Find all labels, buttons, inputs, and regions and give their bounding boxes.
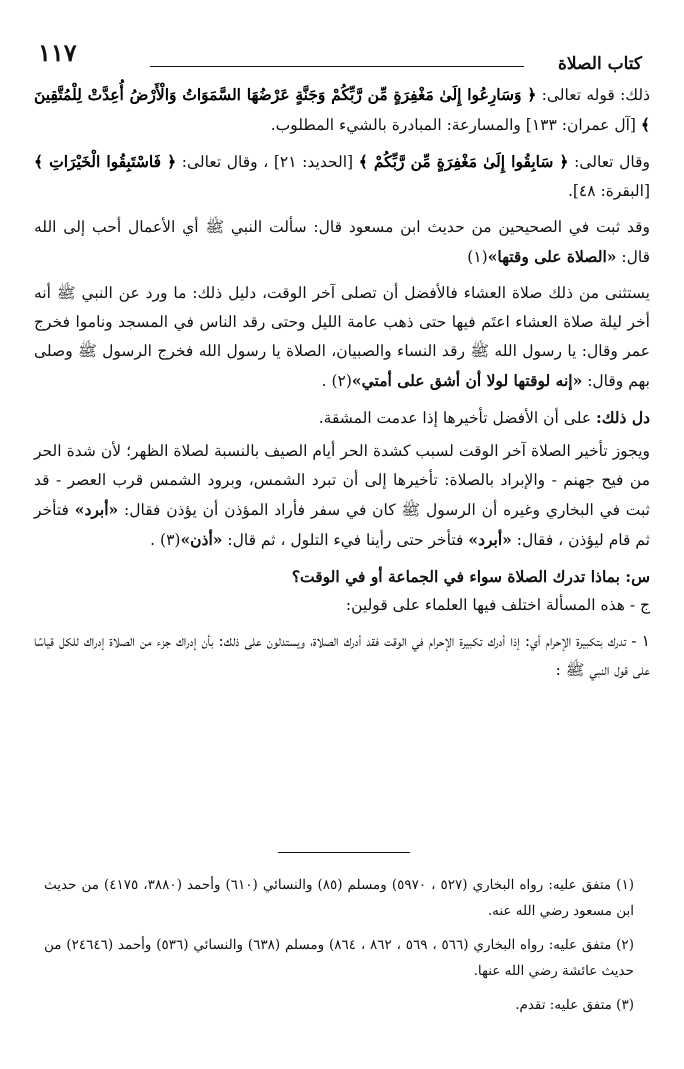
p2-tail: [البقرة: ٤٨].: [567, 182, 650, 200]
footnote-3-number: (٣): [616, 997, 634, 1013]
footnote-3-text: متفق عليه: تقدم.: [515, 997, 612, 1013]
hadith-abrid-1: «أبرد»: [74, 500, 119, 519]
footnote-2-number: (٢): [616, 937, 634, 953]
main-text: [34, 80, 650, 685]
footnote-ref-2: (٢): [331, 372, 352, 390]
hadith-2: «إنه لوقتها لولا أن أشق على أمتي»: [351, 371, 583, 390]
paragraph-5: [34, 403, 650, 433]
paragraph-7: ١ - تدرك بتكبيرة الإحرام أي: إذا أدرك تكبيرة الإحرام في الوقت فقد أدرك الصلاة، ويستدلون على ذلك: بأن إدراك جزء من الصلاة إدراك للكل قياسًا على قول النبي ﷺ :: [34, 632, 650, 679]
footnote-separator: [278, 852, 410, 853]
p3-lead: وقد ثبت في الصحيحين من حديث ابن مسعود قال: سألت النبي ﷺ أي الأعمال أحب إلى الله قال:: [34, 218, 650, 266]
p6-text1: ويجوز تأخير الصلاة آخر الوقت لسبب كشدة الحر أيام الصيف بالنسبة لصلاة الظهر؛ لأن شدة الحر من فيح جهنم - والإبراد بالصلاة: تأخيرها إلى أن تبرد الشمس، وبرود الشمس قرب العصر - قد ثبت في البخاري وغيره أن الرسول ﷺ كان في سفر فأراد المؤذن أن يؤذن فقال:: [34, 442, 650, 519]
p6-text3: فتأخر حتى رأينا فيء التلول ، ثم قال:: [222, 531, 469, 549]
p1-lead: ذلك: قوله تعالى:: [536, 86, 650, 104]
footnote-3: [44, 992, 634, 1018]
page-header: [30, 36, 654, 76]
hadith-abrid-2: «أبرد»: [468, 530, 512, 549]
p2-mid: [الحديد: ٢١] ، وقال تعالى:: [176, 153, 359, 171]
header-rule: [150, 66, 524, 67]
quran-verse-3: ﴿ فَاسْتَبِقُوا الْخَيْرَاتِ ﴾: [34, 152, 177, 171]
page-number: ١١٧: [38, 38, 77, 67]
footnote-2: [44, 932, 634, 984]
paragraph-6: [34, 437, 650, 555]
quran-verse-1: ﴿ وَسَارِعُوا إِلَىٰ مَغْفِرَةٍ مِّن رَّبِّكُمْ وَجَنَّةٍ عَرْضُهَا السَّمَوَاتُ وَالْأَرْضُ أُعِدَّتْ لِلْمُتَّقِينَ ﴾: [34, 85, 650, 134]
footnote-1-text: متفق عليه: رواه البخاري (٥٢٧ ، ٥٩٧٠) ومسلم (٨٥) والنسائي (٦١٠) وأحمد (٣٨٨٠، ٤١٧٥) من حديث ابن مسعود رضي الله عنه.: [44, 877, 634, 919]
footnote-ref-1: (١): [467, 248, 488, 266]
p5-lead: دل ذلك:: [596, 408, 650, 427]
p1-tail: [آل عمران: ١٣٣] والمسارعة: المبادرة بالشيء المطلوب.: [270, 116, 641, 134]
paragraph-3: [34, 213, 650, 272]
answer: ج - هذه المسألة اختلف فيها العلماء على قولين:: [345, 596, 650, 614]
running-title: كتاب الصلاة: [557, 54, 642, 74]
paragraph-2: [34, 147, 650, 206]
footnote-1: [44, 872, 634, 924]
p6-end: .: [150, 531, 161, 549]
footnotes: [44, 872, 634, 1018]
question: س: بماذا تدرك الصلاة سواء في الجماعة أو في الوقت؟: [291, 567, 650, 586]
hadith-adhdhin: «أذن»: [180, 530, 223, 549]
hadith-1: «الصلاة على وقتها»: [487, 247, 617, 266]
footnote-2-text: متفق عليه: رواه البخاري (٥٦٦ ، ٥٦٩ ، ٨٦٢ ، ٨٦٤) ومسلم (٦٣٨) والنسائي (٥٣٦) وأحمد (٢٤٦٤٦) من حديث عائشة رضي الله عنها.: [44, 937, 634, 979]
quran-verse-2: ﴿ سَابِقُوا إِلَىٰ مَغْفِرَةٍ مِّن رَّبِّكُمْ ﴾: [358, 152, 569, 171]
footnote-ref-3: (٣): [160, 531, 181, 549]
p4-lead: يستثنى من ذلك صلاة العشاء فالأفضل أن تصلى آخر الوقت، دليل ذلك: ما ورد عن النبي ﷺ أنه أخر ليلة صلاة العشاء اعتَم فيها حتى ذهب عامة الليل وحتى رقد الناس في المسجد وناموا فخرج عمر وقال: يا رسول الله ﷺ رقد النساء والصبيان، الصلاة يا رسول الله فخرج الرسول ﷺ وصلى بهم وقال:: [34, 284, 650, 390]
paragraph-1: [34, 80, 650, 140]
p5-text: على أن الأفضل تأخيرها إذا عدمت المشقة.: [318, 409, 597, 427]
p4-end: .: [321, 372, 332, 390]
p2-lead: وقال تعالى:: [568, 153, 650, 171]
paragraph-4: [34, 279, 650, 396]
footnote-1-number: (١): [616, 877, 634, 893]
p6-text2: فتأخر ثم قام ليؤذن ، فقال:: [34, 501, 650, 549]
